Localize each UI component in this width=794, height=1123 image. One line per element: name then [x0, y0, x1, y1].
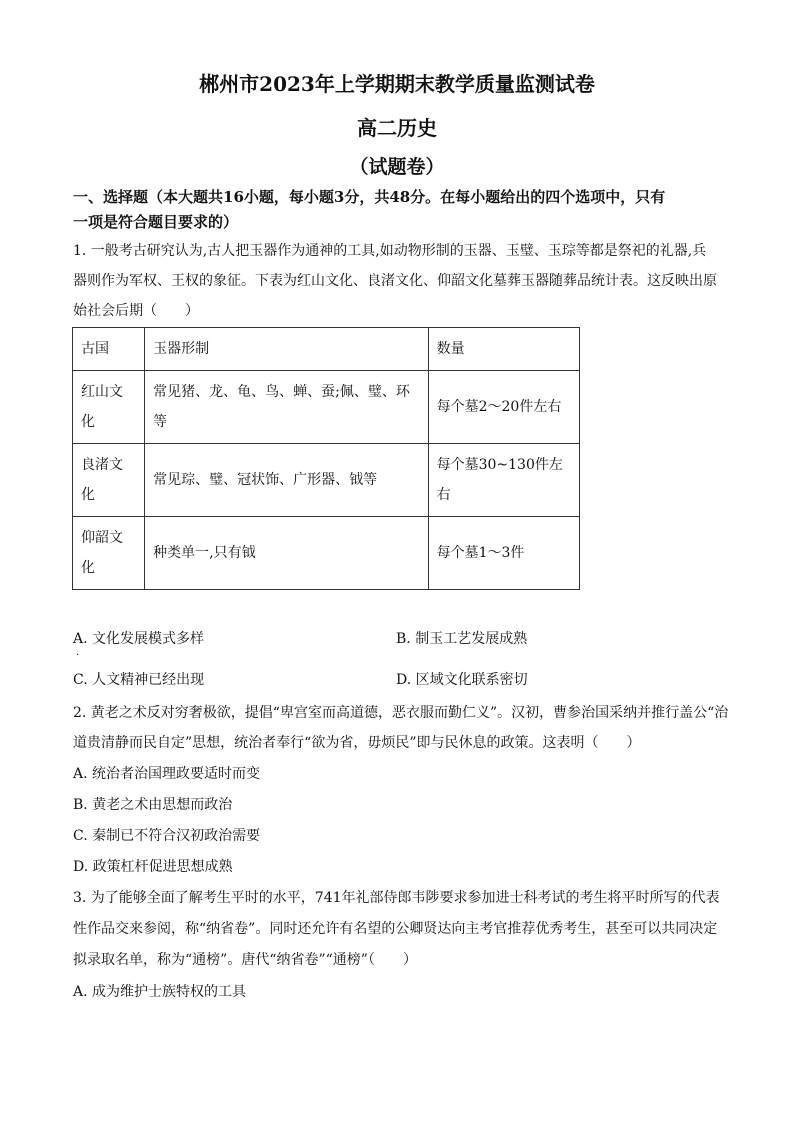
q1-option-a: A. 文化发展模式多样	[73, 631, 205, 647]
dot-mark: ·	[76, 650, 80, 661]
table-header-row	[73, 328, 580, 371]
q2-stem-line-2: 道贵清静而民自定”思想，统治者奉行“欲为省，毋烦民”即与民休息的政策。这表明（ ）	[73, 735, 641, 751]
q1-stem-line-3: 始社会后期（ ）	[73, 303, 199, 319]
q1-table	[72, 327, 580, 590]
q1-option-d: D. 区域文化联系密切	[396, 672, 528, 688]
cell-text: 化	[81, 487, 95, 503]
q3-stem-line-2: 性作品交来参阅，称“纳省卷”。同时还允许有名望的公卿贤达向主考官推荐优秀考生，甚至可以共同决定	[73, 921, 718, 937]
q1-option-c: C. 人文精神已经出现	[73, 672, 205, 688]
cell-text: 良渚文	[81, 457, 123, 473]
table-header-cell: 数量	[428, 328, 579, 371]
table-cell: 每个墓2～20件左右	[428, 371, 579, 444]
table-cell	[145, 371, 428, 444]
q3-option-a: A. 成为维护士族特权的工具	[73, 984, 247, 1000]
table-cell	[73, 444, 145, 517]
q1-stem-line-2: 器则作为军权、王权的象征。下表为红山文化、良渚文化、仰韶文化墓葬玉器随葬品统计表。这反映出原	[73, 273, 717, 289]
q2-option-b: B. 黄老之术由思想而政治	[73, 797, 233, 813]
table-row	[73, 517, 580, 590]
section-instructions-line-2: 一项是符合题目要求的）	[73, 213, 239, 231]
q3-stem-line-1: 3. 为了能够全面了解考生平时的水平，741年礼部侍郎韦陟要求参加进士科考试的考生将平时所写的代表	[73, 890, 720, 906]
q1-stem-line-1: 1. 一般考古研究认为,古人把玉器作为通神的工具,如动物形制的玉器、玉璧、玉琮等都是祭祀的礼器,兵	[73, 243, 707, 259]
q2-option-d: D. 政策杠杆促进思想成熟	[73, 859, 233, 875]
q2-option-a: A. 统治者治国理政要适时而变	[73, 766, 261, 782]
table-cell	[73, 371, 145, 444]
cell-text: 等	[153, 414, 168, 430]
table-cell: 种类单一,只有钺	[145, 517, 428, 590]
q3-stem-line-3: 拟录取名单，称为“通榜”。唐代“纳省卷”“通榜”（ ）	[73, 952, 417, 968]
cell-text: 化	[81, 414, 95, 430]
cell-text: 常见猪、龙、龟、鸟、蝉、蚕;佩、璧、环	[153, 384, 410, 400]
cell-text: 红山文	[81, 384, 123, 400]
table-cell: 常见琮、璧、冠状饰、广形器、钺等	[145, 444, 428, 517]
table-row	[73, 371, 580, 444]
cell-text: 仰韶文	[81, 530, 123, 546]
table-header-cell: 古国	[73, 328, 145, 371]
table-cell	[73, 517, 145, 590]
subject-title: 高二历史	[357, 116, 437, 140]
paper-type: （试题卷）	[349, 156, 445, 178]
q1-option-b: B. 制玉工艺发展成熟	[396, 631, 528, 647]
q2-stem-line-1: 2. 黄老之术反对穷奢极欲，提倡“卑宫室而高道德，恶衣服而勤仁义”。汉初，曹参治国采纳并推行盖公“治	[73, 705, 729, 721]
table-cell: 每个墓1～3件	[428, 517, 579, 590]
table-cell: 每个墓30~130件左右	[428, 444, 579, 517]
exam-title: 郴州市2023年上学期期末教学质量监测试卷	[199, 72, 595, 96]
section-instructions-line-1: 一、选择题（本大题共16小题，每小题3分，共48分。在每小题给出的四个选项中，只有	[73, 188, 666, 206]
table-header-cell: 玉器形制	[145, 328, 428, 371]
table-row	[73, 444, 580, 517]
cell-text: 化	[81, 560, 95, 576]
q2-option-c: C. 秦制已不符合汉初政治需要	[73, 828, 261, 844]
